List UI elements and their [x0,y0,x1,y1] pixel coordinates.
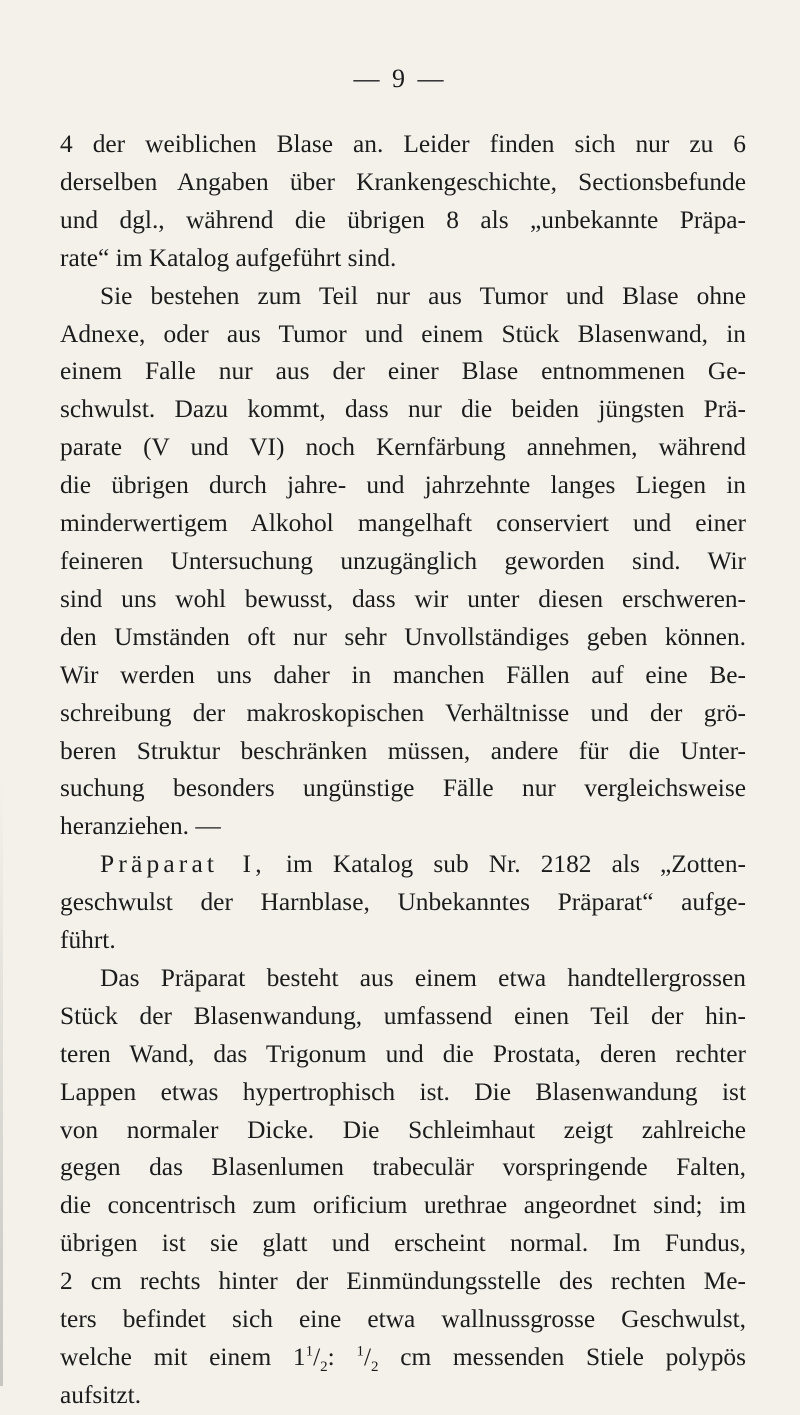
text-line: feineren Untersuchung unzugänglich geworden sind. Wir [60,546,746,575]
text-line: von normaler Dicke. Die Schleimhaut zeigt zahlreiche [60,1115,746,1144]
text-line: derselben Angaben über Krankengeschichte, Sectionsbefunde [60,167,746,196]
text-line: beren Struktur beschränken müssen, andere für die Unter- [60,736,746,765]
text-line: rate“ im Katalog aufgeführt sind. [60,243,397,272]
fraction-numerator: 1 [305,1343,314,1360]
text-line: den Umständen oft nur sehr Unvollständiges geben können. [60,622,746,651]
text-line [60,846,746,884]
text-line: geschwulst der Harnblase, Unbekanntes Präparat“ aufge- [60,888,746,917]
paragraph-4 [60,960,746,1415]
text-line: Sie bestehen zum Teil nur aus Tumor und Blase ohne [100,281,746,310]
text-run: cm messenden Stiele polypös [378,1343,746,1371]
text-line: teren Wand, das Trigonum und die Prostata, deren rechter [60,1039,746,1068]
text-line: heranziehen. — [60,812,221,841]
text-line: parate (V und VI) noch Kernfärbung annehmen, während [60,433,746,462]
text-line: 2 cm rechts hinter der Einmündungsstelle des rechten Me- [60,1267,746,1296]
text-line: 4 der weiblichen Blase an. Leider finden sich nur zu 6 [60,130,746,158]
text-line: sind uns wohl bewusst, dass wir unter diesen erschweren- [60,584,746,613]
scan-edge-shadow [0,780,3,1386]
paragraph-3 [60,846,746,960]
fraction-numerator: 1 [356,1343,364,1360]
page-number: — 9 — [353,64,447,93]
text-line: Adnexe, oder aus Tumor und einem Stück Blasenwand, in [60,319,746,348]
paragraph-2 [60,278,746,847]
text-run: : [327,1343,357,1371]
specimen-heading: Präparat I, [100,850,266,879]
fraction-denominator: 2 [320,1359,328,1376]
text-run: im Katalog sub Nr. 2182 als „Zotten- [265,850,746,879]
text-line: die übrigen durch jahre- und jahrzehnte langes Liegen in [60,471,746,500]
body-text [60,126,746,1415]
text-line: Lappen etwas hypertrophisch ist. Die Blasenwandung ist [60,1077,746,1106]
text-line: ters befindet sich eine etwa wallnussgrosse Geschwulst, [60,1305,746,1334]
text-line: welche mit einem $1^1/_2$: $^1/_2$ cm messenden Stiele polypös [60,1343,746,1376]
text-line: schwulst. Dazu kommt, dass nur die beiden jüngsten Prä- [60,395,746,424]
text-line: die concentrisch zum orificium urethrae angeordnet sind; im [60,1191,746,1220]
text-line: Stück der Blasenwandung, umfassend einen Teil der hin- [60,1001,746,1030]
text-line: Das Präparat besteht aus einem etwa handtellergrossen [100,963,746,992]
text-line: führt. [60,926,116,955]
text-line: übrigen ist sie glatt und erscheint normal. Im Fundus, [60,1229,746,1258]
text-line: schreibung der makroskopischen Verhältnisse und der grö- [60,698,746,727]
text-line: gegen das Blasenlumen trabeculär vorspringende Falten, [60,1153,746,1182]
text-line: Wir werden uns daher in manchen Fällen auf eine Be- [60,660,746,689]
paragraph-1 [60,126,746,278]
text-run: welche mit einem 1 [60,1343,306,1371]
text-line: einem Falle nur aus der einer Blase entnommenen Ge- [60,357,746,386]
fraction-denominator: 2 [371,1359,379,1376]
text-line: aufsitzt. [60,1380,142,1409]
text-line: und dgl., während die übrigen 8 als „unbekannte Präpa- [60,205,746,234]
text-line: minderwertigem Alkohol mangelhaft conserviert und einer [60,509,746,538]
text-line: suchung besonders ungünstige Fälle nur vergleichsweise [60,774,746,803]
